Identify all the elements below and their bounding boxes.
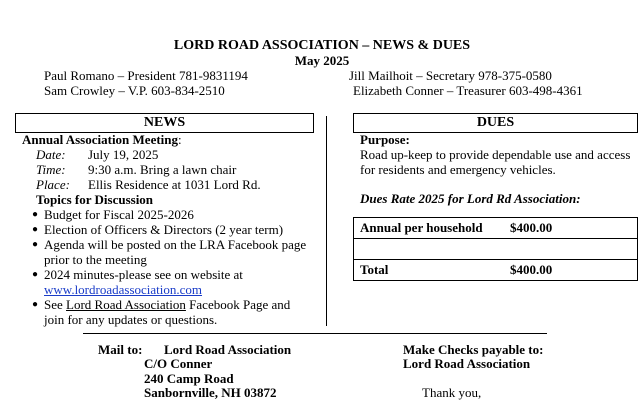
date-label: Date: [36, 147, 66, 162]
mail-line-2: C/O Conner [144, 356, 213, 371]
officer-vp: Sam Crowley – V.P. 603-834-2510 [44, 83, 225, 98]
meeting-time-row [36, 162, 236, 178]
dues-row-label: Annual per household [360, 220, 483, 235]
bullet-icon: ● [32, 299, 39, 310]
meeting-title-row [22, 132, 182, 148]
officer-secretary: Jill Mailhoit – Secretary 978-375-0580 [349, 68, 552, 83]
thank-you: Thank you, [422, 385, 482, 400]
purpose-line-1: Road up-keep to provide dependable use and access [360, 147, 631, 162]
meeting-date-row [36, 147, 158, 163]
document-date: May 2025 [294, 53, 350, 68]
time-value: 9:30 a.m. Bring a lawn chair [88, 162, 237, 177]
list-item-continuation [32, 252, 306, 267]
bullet-icon: ● [32, 269, 39, 280]
dues-rate-heading: Dues Rate 2025 for Lord Rd Association: [360, 191, 581, 206]
officer-president: Paul Romano – President 781-9831194 [44, 68, 248, 83]
table-row [354, 239, 637, 260]
website-link[interactable]: www.lordroadassociation.com [44, 282, 203, 297]
meeting-title-colon: : [178, 132, 182, 147]
dues-table [353, 217, 638, 281]
list-item [32, 237, 306, 252]
officer-treasurer: Elizabeth Conner – Treasurer 603-498-4361 [353, 83, 583, 98]
mail-line-4: Sanbornville, NH 03872 [144, 385, 277, 400]
list-item-continuation [32, 282, 306, 297]
list-item-continuation [32, 312, 306, 327]
bullet-icon: ● [32, 209, 39, 220]
document-title: LORD ROAD ASSOCIATION – NEWS & DUES [173, 38, 471, 53]
column-divider [326, 116, 327, 326]
time-label: Time: [36, 162, 66, 177]
purpose-line-2: for residents and emergency vehicles. [360, 162, 556, 177]
topic-budget: Budget for Fiscal 2025-2026 [44, 207, 194, 222]
bullet-icon: ● [32, 239, 39, 250]
date-value: July 19, 2025 [88, 147, 159, 162]
mail-line-1: Lord Road Association [164, 342, 292, 357]
news-heading: NEWS [15, 113, 314, 133]
checks-payee: Lord Road Association [403, 356, 531, 371]
dues-row-amount: $400.00 [510, 220, 553, 235]
checks-label: Make Checks payable to: [403, 342, 544, 357]
place-label: Place: [36, 177, 70, 192]
dues-row-amount [510, 239, 637, 259]
topic-facebook-prefix: See [44, 297, 67, 312]
bullet-icon: ● [32, 224, 39, 235]
purpose-label: Purpose: [360, 132, 410, 147]
dues-row-label [354, 239, 510, 259]
table-row [354, 260, 637, 280]
topics-heading: Topics for Discussion [36, 192, 154, 207]
topic-facebook-suffix: Facebook Page and [185, 297, 291, 312]
dues-total-amount: $400.00 [510, 262, 553, 277]
topic-election: Election of Officers & Directors (2 year term) [44, 222, 284, 237]
list-item [32, 297, 306, 312]
meeting-title: Annual Association Meeting [22, 132, 179, 147]
section-divider [83, 333, 547, 334]
topic-agenda: Agenda will be posted on the LRA Facebook page [44, 237, 307, 252]
topics-list [32, 207, 306, 327]
topic-agenda-cont: prior to the meeting [44, 252, 147, 267]
facebook-page-link[interactable]: Lord Road Association [66, 297, 186, 312]
dues-heading: DUES [353, 113, 638, 133]
list-item [32, 222, 306, 237]
meeting-place-row [36, 177, 261, 193]
dues-total-label: Total [360, 262, 389, 277]
mail-line-3: 240 Camp Road [144, 371, 234, 386]
place-value: Ellis Residence at 1031 Lord Rd. [88, 177, 261, 192]
mail-label: Mail to: [98, 342, 143, 357]
topic-minutes: 2024 minutes-please see on website at [44, 267, 243, 282]
topic-facebook-cont: join for any updates or questions. [44, 312, 218, 327]
list-item [32, 207, 306, 222]
table-row [354, 218, 637, 239]
list-item [32, 267, 306, 282]
